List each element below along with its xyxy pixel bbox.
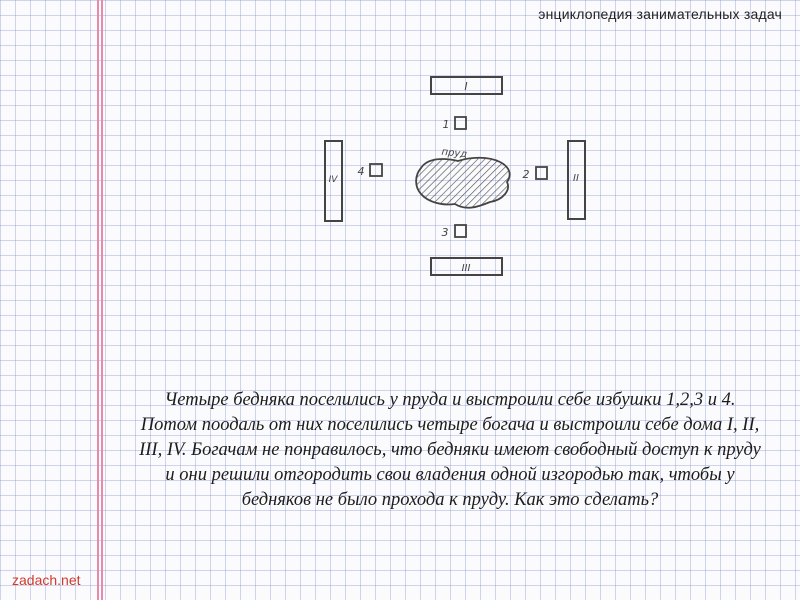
house-III <box>431 258 502 275</box>
hut-1-label: 1 <box>442 118 450 131</box>
pond-label: пруд <box>440 146 468 161</box>
hut-3-label: 3 <box>441 226 449 239</box>
problem-text: Четыре бедняка поселились у пруда и выстроили себе избушки 1,2,3 и 4. Потом поодаль от них поселились четыре богача и выстроили себе дома I, II, III, IV. Богачам не понравилось, что бедняки имеют свободный доступ к пруду и они решили отгородить свои владения одной изгородью так, чтобы у бедняков не было прохода к пруду. Как это сделать? <box>139 390 761 510</box>
site-title: энциклопедия занимательных задач <box>538 6 782 22</box>
site-url-link[interactable]: zadach.net <box>12 572 81 588</box>
hut-2-label: 2 <box>522 168 530 181</box>
house-III-label: III <box>461 263 471 274</box>
notebook-margin-line-2 <box>101 0 103 600</box>
house-II-label: II <box>573 173 579 184</box>
house-II <box>568 141 585 219</box>
notebook-margin-line <box>97 0 99 600</box>
hut-4-label: 4 <box>357 165 365 178</box>
pond <box>416 147 510 208</box>
hut-4 <box>358 164 383 178</box>
hut-2 <box>523 167 548 181</box>
puzzle-diagram <box>300 60 579 290</box>
hut-3 <box>442 225 467 239</box>
house-I <box>431 77 502 94</box>
house-I-label: I <box>464 80 468 93</box>
house-IV <box>325 141 342 221</box>
hut-1 <box>443 117 467 131</box>
house-IV-label: IV <box>328 175 338 185</box>
